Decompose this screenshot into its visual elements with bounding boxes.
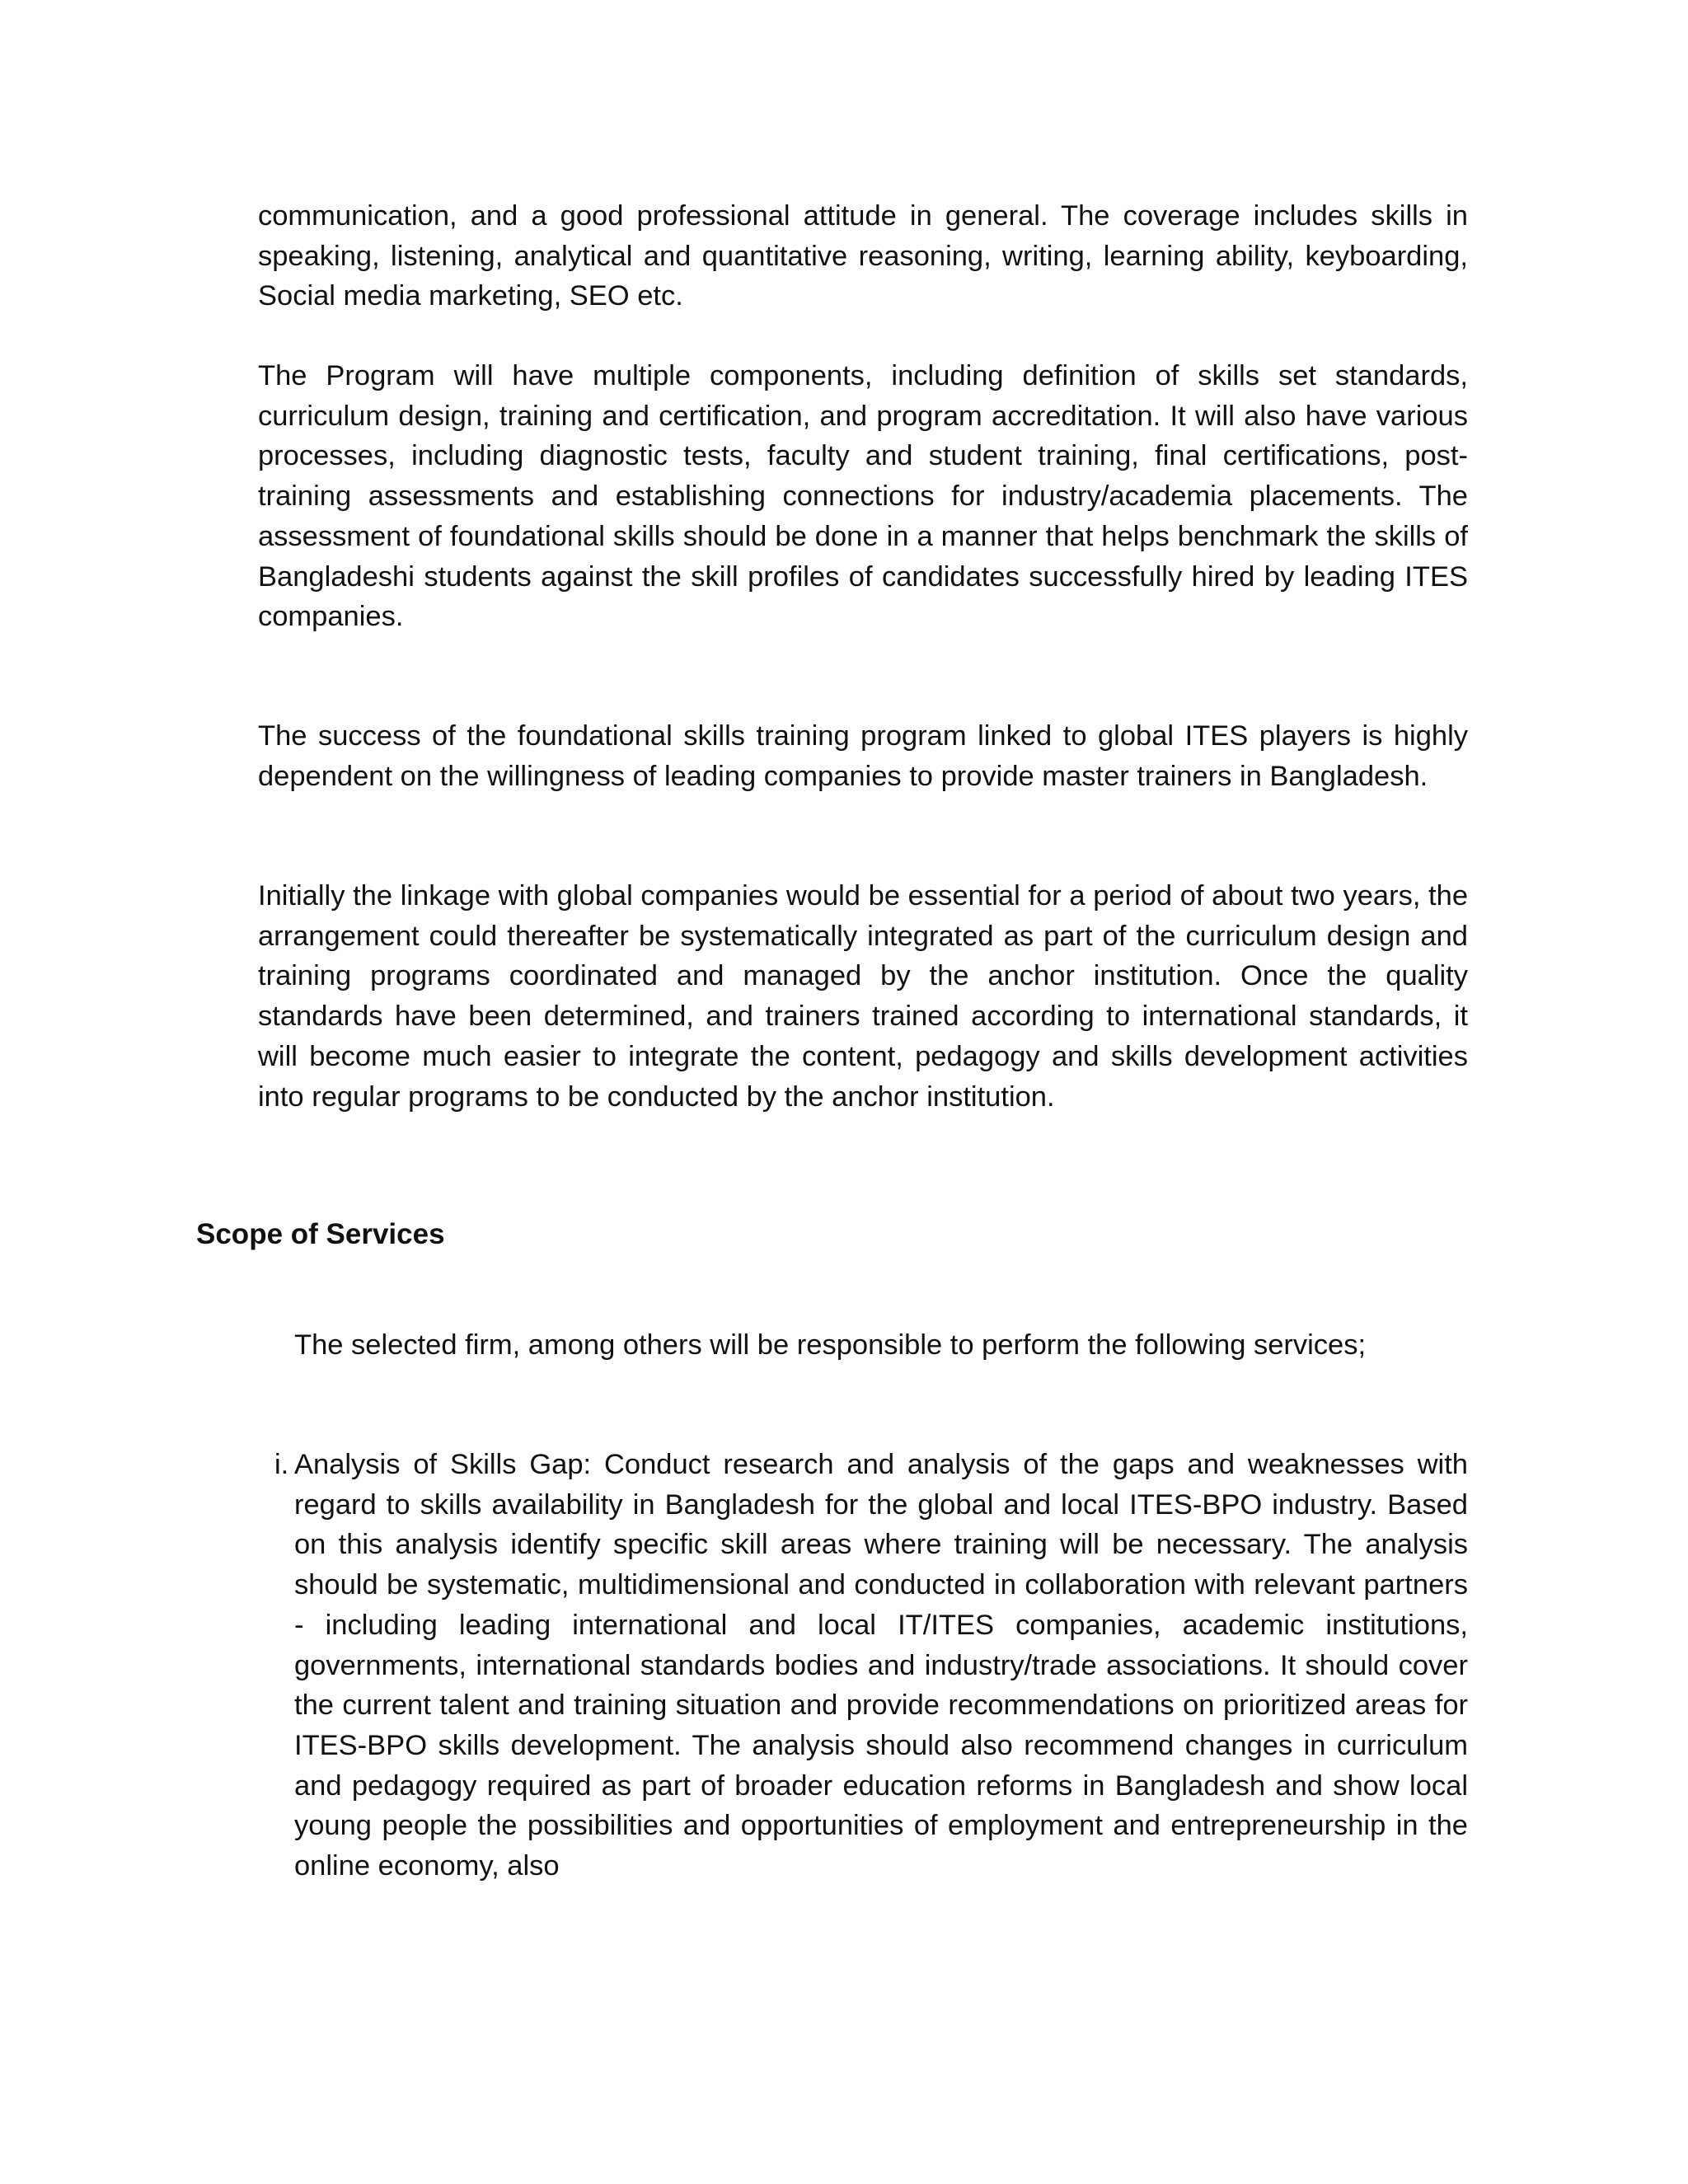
paragraph-global-linkage: Initially the linkage with global companies would be essential for a period of about two years, the arrangement could thereafter be systematically integrated as part of the curriculum design and training programs coordinated and managed by the anchor institution. Once the quality standards have been determined, and trainers trained according to international standards, it will become much easier to integrate the content, pedagogy and skills development activities into regular programs to be conducted by the anchor institution. — [258, 880, 1468, 1113]
list-marker: i. — [274, 1449, 289, 1480]
paragraph-program-components: The Program will have multiple components, including definition of skills set standards, curriculum design, training and certification, and program accreditation. It will also have various processes, including diagnostic tests, faculty and student training, final certifications, post-training assessments and establishing connections for industry/academia placements. The assessment of foundational skills should be done in a manner that helps benchmark the skills of Bangladeshi students against the skill profiles of candidates successfully hired by leading ITES companies. — [258, 360, 1468, 633]
section-heading-scope-of-services: Scope of Services — [196, 1218, 445, 1250]
paragraph-skills-coverage: communication, and a good professional attitude in general. The coverage includes skills in speaking, listening, analytical and quantitative reasoning, writing, learning ability, keyboarding, Social media marketing, SEO etc. — [258, 200, 1468, 312]
list-item-text: Analysis of Skills Gap: Conduct research and analysis of the gaps and weaknesses with regard to skills availability in Bangladesh for the global and local ITES-BPO industry. Based on this analysis identify specific skill areas where training will be necessary. The analysis should be systematic, multidimensional and conducted in collaboration with relevant partners - including leading international and local IT/ITES companies, academic institutions, governments, international standards bodies and industry/trade associations. It should cover the current talent and training situation and provide recommendations on prioritized areas for ITES-BPO skills development. The analysis should also recommend changes in curriculum and pedagogy required as part of broader education reforms in Bangladesh and show local young people the possibilities and opportunities of employment and entrepreneurship in the online economy, also — [294, 1449, 1468, 1882]
list-item-skills-gap-analysis — [274, 1445, 1468, 1886]
paragraph-program-success: The success of the foundational skills training program linked to global ITES players is highly dependent on the willingness of leading companies to provide master trainers in Bangladesh. — [258, 720, 1468, 792]
paragraph-scope-intro: The selected firm, among others will be responsible to perform the following services; — [294, 1329, 1367, 1361]
